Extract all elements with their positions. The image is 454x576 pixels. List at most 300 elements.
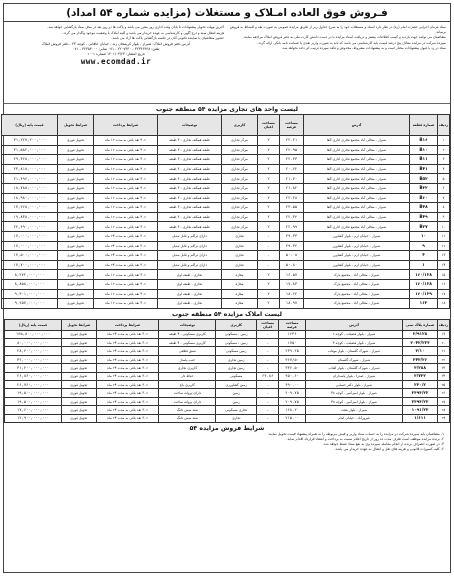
table-cell: ۲۶ [437, 389, 449, 397]
column-header: مساحت عرصه [279, 319, 305, 330]
table-cell: ۳۰٪ نقد باقی به مدت ۲۴ ماه [94, 231, 158, 241]
table-cell: شیراز - خیابان ارم - بلوار کشاورز [304, 251, 410, 261]
table-cell: تحویل فوری [58, 279, 94, 289]
table-cell: ۴۰٪ نقد باقی به مدت ۱۲ ماه [94, 145, 158, 155]
table-cell: ۵ [438, 174, 450, 184]
table-cell: ۲۹ [437, 414, 449, 422]
intro-paragraph: آخرین مهلت تحویل پیشنهادات تا پایان وقت اداری روز مقرر می باشد و پاکت ها در روز بعد در محل ستاد بازگشایی خواهد شد. [47, 25, 224, 29]
table-cell: شیراز - بلوار دکتر حسابی [305, 381, 403, 389]
table-cell: ۸۰,۰۰۰,۰۰۰,۰۰۰ [5, 339, 62, 347]
table-cell: ۲ [258, 222, 280, 232]
table-cell: B۴۹ [410, 212, 438, 222]
table-cell: طبقه همکف تجاری - ۳ طبقه [158, 212, 222, 222]
table-row [2, 203, 450, 213]
table-cell: ۳۰٪ نقد باقی به مدت ۲۴ ماه [96, 397, 159, 405]
table-cell: - [257, 347, 279, 355]
table-cell: شیراز - شهرک گلستان - بلوار مهتاب [305, 347, 403, 355]
website-link[interactable]: www.ecomdad.ir [80, 56, 152, 66]
table-cell: ۴۰٪ نقد باقی به مدت ۱۲ ماه [94, 279, 158, 289]
commercial-units-table [1, 114, 450, 309]
table-cell: ۱۹,۵۰۰,۰۰۰,۰۰۰ [5, 389, 62, 397]
table-cell: تحویل فوری [58, 174, 94, 184]
table-cell: ۴۹۰.۰۰ [279, 381, 305, 389]
table-cell: ۲۴ [437, 372, 449, 380]
table-cell: ۲۶,۸۶۰,۰۰۰,۰۰۰ [5, 372, 62, 380]
table-row [5, 414, 450, 422]
intro-paragraph: سپرده شرکت در مزایده معادل پنج درصد قیمت پایه کارشناسی می باشد که باید به صورت واریز نقدی یا ضمانت نامه بانکی ارائه گردد. [257, 40, 446, 45]
table-cell: مرکز تجاری [222, 222, 258, 232]
intro-paragraph: هزینه انتقال سند و درج آگهی و کارشناسی به عهده خریدار می باشد و کلیه املاک با وضعیت موجود واگذار می گردد. [62, 30, 224, 35]
table-cell: ۱۵ [438, 270, 450, 280]
table-cell: ۲۷ [437, 397, 449, 405]
table-cell: - [257, 414, 279, 422]
table-cell: ۲۳۹۳/۲۳ [403, 397, 438, 405]
table-cell: ۴۰٪ نقد باقی به مدت ۱۲ ماه [94, 136, 158, 146]
table-cell: تحویل فوری [61, 330, 96, 338]
table-cell: ۱۶۰/۱۳۹ [410, 289, 438, 299]
column-header: مساحت عرصه [280, 115, 304, 136]
table-cell: ۱۶ [438, 279, 450, 289]
table-cell: طبقه همکف تجاری - ۳ طبقه [158, 136, 222, 146]
table-cell: شیراز - معالی آباد مجتمع تجاری اداری آلفا [304, 222, 410, 232]
table-cell: شیراز - بلوار فضیلت - کوچه ۳ [305, 339, 403, 347]
terms-section [4, 423, 450, 455]
table-cell: B۳۲ [410, 183, 438, 193]
table-cell: ۱۷,۷۰۰,۰۰۰,۰۰۰ [2, 260, 58, 270]
table-cell: ۴۰٪ نقد باقی به مدت ۱۲ ماه [94, 174, 158, 184]
table-cell: تحویل فوری [61, 372, 96, 380]
terms-item: ۲- برنده مزایده موظف است ظرف مدت ده روز از تاریخ اعلام نسبت به پرداخت و انعقاد قرارداد اقدام نماید. [286, 437, 444, 442]
table-cell: ۲۵ [437, 381, 449, 389]
table-cell: شیراز - بلوار بعثت [305, 406, 403, 414]
table-cell: کاربری تجاری [159, 364, 216, 372]
contact-block [8, 42, 224, 64]
table-cell: زمین [216, 397, 257, 405]
table-row [5, 355, 450, 363]
table-cell: ۳۰٪ نقد باقی به مدت ۲۴ ماه [96, 414, 159, 422]
table-cell: شیراز - معالی آباد مجتمع تجاری اداری آلفا [304, 203, 410, 213]
table-cell: ۲۱,۴۹۶,۰۰۰,۰۰۰ [2, 174, 58, 184]
table-row [2, 241, 450, 251]
table-cell: ۳۴۳/۲۶ [403, 355, 438, 363]
table-cell: مرکز تجاری [222, 203, 258, 213]
table-cell: تحویل فوری [61, 406, 96, 414]
table-cell: ۲۲.۲۱ [280, 136, 304, 146]
table-row [2, 279, 450, 289]
table-cell: ۲۰۴۲/۲۲۳ [403, 339, 438, 347]
page-title: فـروش فوق العاده امـلاک و مستغلات (مزایده شماره ۵۴ امداد) [66, 6, 388, 19]
table-cell: ۲۲ [437, 355, 449, 363]
table-cell: شیراز - بلوار امیرکبیر - کوچه ۴۸ [305, 389, 403, 397]
table-cell: دارای تراکم و قابل تبدیل [158, 251, 222, 261]
table-cell: شیراز - خیابان ارم - بلوار کشاورز [304, 260, 410, 270]
table-cell: ۲/۱۰ [403, 347, 438, 355]
table-cell: B۵۲ [410, 174, 438, 184]
advertisement-page [3, 3, 451, 573]
table-cell: مرکز تجاری [222, 164, 258, 174]
table-cell: ۲ [258, 145, 280, 155]
table-cell: شیراز - معالی آباد مجتمع تجاری اداری آلفا [304, 174, 410, 184]
table-cell: مرکز تجاری [222, 145, 258, 155]
column-header: مساحت اعیان [258, 115, 280, 136]
column-header: شرایط تحویل [61, 319, 96, 330]
table-cell: ۱۸.۶۲ [280, 289, 304, 299]
table-cell: تجاری - طبقه اول [158, 299, 222, 309]
table-cell: تحویل فوری [58, 145, 94, 155]
table-cell: ۴۰٪ نقد باقی به مدت ۱۲ ماه [94, 164, 158, 174]
table-row [2, 183, 450, 193]
table-cell: ۲۳۰/۲ [403, 381, 438, 389]
table-cell: ۲ [258, 279, 280, 289]
table-row [5, 406, 450, 414]
table-cell: - [258, 231, 280, 241]
table-cell: ۲ [258, 299, 280, 309]
table-cell: ۴ [410, 251, 438, 261]
table-cell: ۱۰ [410, 231, 438, 241]
table-cell: تحویل فوری [61, 414, 96, 422]
column-header: شرایط پرداخت [94, 115, 158, 136]
table-cell: ۷ [438, 193, 450, 203]
table-row [2, 289, 450, 299]
column-header: شرایط تحویل [58, 115, 94, 136]
table-cell: شیراز - معالی آباد - مجتمع پارک [304, 279, 410, 289]
table-cell: ۴۰٪ نقد باقی به مدت ۱۲ ماه [94, 183, 158, 193]
column-header: قیمت پایه (ریال) [5, 319, 62, 330]
table-cell: دارای پروانه ساخت [159, 397, 216, 405]
table-cell: تحویل فوری [58, 193, 94, 203]
table-cell: طبقه همکف تجاری - ۳ طبقه [158, 164, 222, 174]
terms-title: شرایط فروش مزایده ۵۴ [189, 424, 265, 432]
column-header: کاربری [222, 115, 258, 136]
table-cell: شیراز - معالی آباد مجتمع تجاری اداری آلفا [304, 183, 410, 193]
table-row [5, 381, 450, 389]
table-row [5, 364, 450, 372]
table-cell: ۱۶۰/۱۳۸ [410, 279, 438, 289]
table-cell: ۲۲.۹۹ [280, 222, 304, 232]
table-cell: ۲ [258, 289, 280, 299]
table-cell: کاربری مسکونی - ۴ طبقه [159, 339, 216, 347]
table-cell: ۱۰ [438, 222, 450, 232]
table-cell: شیراز - معالی آباد مجتمع تجاری اداری آلفا [304, 193, 410, 203]
office-address: آدرس دفتر فروش املاک: شیراز - بلوار کریمخان زند - خیابان خاقانی - کوچه ۴۳ - دفتر فروش املاک [41, 41, 191, 46]
table-cell: شیراز - معالی آباد مجتمع تجاری اداری آلفا [304, 145, 410, 155]
table-cell: ۲ [258, 155, 280, 165]
table-cell: شیراز - شهرک گلستان [305, 355, 403, 363]
table2-caption: لیست املاک مزایده ۵۴ منطقه جنوب [171, 310, 283, 318]
table-row [5, 397, 450, 405]
table-cell: ۱/۶۱۱ [403, 414, 438, 422]
table-cell: - [257, 397, 279, 405]
table-cell: تحویل فوری [58, 222, 94, 232]
table-cell: حیاط دار [159, 372, 216, 380]
table-cell: ۲/۷۳۲ [403, 372, 438, 380]
table-cell: ۴۰٪ نقد باقی به مدت ۱۲ ماه [94, 270, 158, 280]
table-cell: - [257, 406, 279, 414]
table-cell: B۴۸ [410, 203, 438, 213]
table-cell: مرکز تجاری [222, 136, 258, 146]
table-cell: زمین [216, 389, 257, 397]
table-cell: شیراز - بلوار امیرکبیر - کوچه ۴۸ [305, 397, 403, 405]
table-cell: شیراز - معالی آباد مجتمع تجاری اداری آلفا [304, 212, 410, 222]
table-cell: ۵۰.۰۸ [280, 251, 304, 261]
table-cell: ۱۷,۰۰۰,۰۰۰,۰۰۰ [2, 241, 58, 251]
table-cell: - [258, 251, 280, 261]
table-cell: ۳۲,۰۰۰,۰۰۰,۰۰۰ [5, 355, 62, 363]
table-cell: B۶۰ [410, 193, 438, 203]
properties-table [4, 319, 450, 423]
table-cell: مرکز تجاری [222, 193, 258, 203]
table-cell: ۱۸.۹۷ [280, 299, 304, 309]
table-row [5, 347, 450, 355]
table-cell: ۱۶۸.۲۰ [279, 406, 305, 414]
table-cell: - [258, 260, 280, 270]
table-row [2, 299, 450, 309]
table-cell: ۱۶۳ [410, 299, 438, 309]
table-cell: ۲۴,۴۹۰,۰۰۰,۰۰۰ [2, 222, 58, 232]
table-row [2, 164, 450, 174]
table-cell: ۳۰٪ نقد باقی به مدت ۲۴ ماه [96, 406, 159, 414]
table-cell: سند شش دانگ [159, 406, 216, 414]
table-cell: ۲ [258, 183, 280, 193]
column-header: آدرس [305, 319, 403, 330]
table-row [2, 145, 450, 155]
column-header: ردیف [437, 319, 449, 330]
column-header: قیمت پایه (ریال) [2, 115, 58, 136]
table-cell: شیراز - معالی آباد مجتمع تجاری اداری آلفا [304, 155, 410, 165]
table-cell: ۲۰ [437, 339, 449, 347]
column-header: شماره قطعه [410, 115, 438, 136]
table-body [5, 330, 450, 422]
table-cell: تحویل فوری [58, 136, 94, 146]
table-row [2, 270, 450, 280]
table-cell: ۱۷,۲۶۸,۰۰۰,۰۰۰ [2, 203, 58, 213]
table-cell: ۱۸,۹۸۰,۰۰۰,۰۰۰ [2, 193, 58, 203]
table-cell: ۳ [438, 155, 450, 165]
table-cell: مرکز تجاری [222, 155, 258, 165]
table-cell: ۱۳ [438, 251, 450, 261]
table-cell: تحویل فوری [58, 203, 94, 213]
terms-item: ۳- در صورت انصراف برنده از انجام معامله سپرده وی به نفع ستاد ضبط خواهد شد. [322, 442, 444, 447]
table-cell: تحویل فوری [58, 251, 94, 261]
table-cell: طبقه همکف تجاری - ۳ طبقه [158, 193, 222, 203]
table-cell: ۳۰٪ نقد باقی به مدت ۲۴ ماه [96, 339, 159, 347]
intro-paragraph: ستاد فرمان اجرایی حضرت امام (ره) در نظر دارد اسناد و مستغلات خود را به شرح جداول زیر از طریق مزایده عمومی به صورت نقد و اقساط به فروش برساند. [230, 25, 446, 34]
intro-paragraph: متقاضیان می توانند جهت بازدید و کسب اطلاعات بیشتر و دریافت اسناد مزایده با در دست داشتن کارت ملی به دفتر فروش املاک مراجعه نمایند. [242, 35, 446, 40]
table-cell: - [257, 330, 279, 338]
table-cell: ۲۱.۷۰ [280, 174, 304, 184]
table-cell: B۱۶ [410, 136, 438, 146]
table-cell: ۸,۲۷۲,۰۰۰,۰۰۰ [2, 270, 58, 280]
table-cell: تجاری [222, 231, 258, 241]
terms-item: ۱- متقاضیان باید سپرده شرکت در مزایده را به حساب ستاد واریز و فیش مربوطه را به همراه پیشنهاد قیمت تحویل نمایند. [267, 432, 444, 437]
table-cell: ۲ [258, 164, 280, 174]
table-cell: تحویل فوری [58, 164, 94, 174]
table-cell: ۳۱,۵۸۲,۰۰۰,۰۰۰ [2, 145, 58, 155]
table-cell: ۱۸,۷۸۸,۰۰۰,۰۰۰ [2, 183, 58, 193]
table-cell: تجاری مسکونی [216, 406, 257, 414]
table1-caption: لیست واحد های تجاری مزایده ۵۴ منطقه جنوب [156, 106, 298, 113]
table-cell: ۲ [258, 270, 280, 280]
table-cell: ۱۷,۶۰۰,۰۰۰,۰۰۰ [5, 406, 62, 414]
table-row [5, 389, 450, 397]
table-cell: ۹,۳۰۱,۰۰۰,۰۰۰ [2, 289, 58, 299]
table-cell: ۲۲.۳۴ [280, 212, 304, 222]
table-cell: ۲۱۵.۰۰ [279, 414, 305, 422]
table-cell: زمین - مسکونی [216, 330, 257, 338]
table-cell: تحویل فوری [58, 260, 94, 270]
table-cell: فیروزآباد - خیابان امام [305, 414, 403, 422]
terms-item: ۴- کلیه کسورات قانونی و هزینه های نقل و انتقال به عهده خریدار می باشد. [334, 447, 444, 452]
table-cell: مرکز تجاری [222, 183, 258, 193]
table-cell: ۱۹ [437, 330, 449, 338]
table-cell: ۲۹,۳۶۸,۰۰۰,۰۰۰ [2, 155, 58, 165]
table-cell: تحویل فوری [58, 155, 94, 165]
table-cell: مرکز تجاری [222, 174, 258, 184]
table-cell: زمین کشاورزی [216, 381, 257, 389]
intro-left-column [8, 25, 224, 100]
table-cell: تحویل فوری [58, 212, 94, 222]
table-cell: ۲۱.۸۲ [280, 183, 304, 193]
table-cell: ۳۰٪ نقد باقی به مدت ۲۴ ماه [96, 355, 159, 363]
table-cell: ۱۶۳۶ [279, 330, 305, 338]
table-cell: ۲۰۹.۷۵ [279, 397, 305, 405]
table-cell: ۳۰٪ نقد باقی به مدت ۲۴ ماه [94, 241, 158, 251]
table-cell: کاربری باغ [159, 381, 216, 389]
table-cell: ۱۷۵۰ [279, 339, 305, 347]
table-cell: تحویل فوری [61, 389, 96, 397]
column-header: کاربری [216, 319, 257, 330]
table-cell: زمین مسکونی [216, 347, 257, 355]
table-header-row [2, 115, 450, 136]
table-cell: ۲۳ [437, 364, 449, 372]
table-cell: ۸,۸۵۸,۰۰۰,۰۰۰ [2, 279, 58, 289]
table-cell: ۴۰٪ نقد باقی به مدت ۱۲ ماه [94, 212, 158, 222]
table-cell: شیراز - معالی آباد - مجتمع پارک [304, 289, 410, 299]
table-cell: ۳۰٪ نقد باقی به مدت ۲۴ ماه [96, 330, 159, 338]
column-header: ردیف [438, 115, 450, 136]
column-header: توضیحات [158, 115, 222, 136]
table-cell: ۲۳۹.۲۵ [279, 347, 305, 355]
table-cell: ۹ [410, 241, 438, 251]
table-cell: ۳۱,۲۲۷,۲۰۰,۰۰۰ [2, 136, 58, 146]
table-cell: ۳۰٪ نقد باقی به مدت ۲۴ ماه [94, 251, 158, 261]
table-cell: تحویل فوری [58, 183, 94, 193]
table-cell: ۴۰٪ نقد باقی به مدت ۱۲ ماه [94, 299, 158, 309]
table-cell: تحویل فوری [61, 347, 96, 355]
table-cell: ۵۰.۸۰ [280, 260, 304, 270]
table-cell: - [257, 389, 279, 397]
table-cell: ۲۲.۹۵ [280, 145, 304, 155]
table-cell: ۱۲ [438, 241, 450, 251]
table-cell: ۸ [438, 203, 450, 213]
column-header: توضیحات [159, 319, 216, 330]
table-cell: ۴۵۰.۶۰ [279, 372, 305, 380]
table-row [2, 260, 450, 270]
intro-section [4, 22, 450, 104]
table-cell: دارای تراکم و قابل تبدیل [158, 231, 222, 241]
table-row [2, 251, 450, 261]
table-cell: ۱۷,۰۰۰,۰۰۰,۰۰۰ [2, 231, 58, 241]
table-cell: ۶۴.۸۶ [257, 372, 279, 380]
table-cell: ۱۹,۸۳۸,۰۰۰,۰۰۰ [2, 212, 58, 222]
table-cell: ۴۹.۳۴ [280, 241, 304, 251]
table-cell: ۱ [438, 136, 450, 146]
table-cell: مسکونی [216, 372, 257, 380]
table-cell: ۴ [438, 164, 450, 174]
table-cell: ۳/۲۸۸ [403, 364, 438, 372]
table-cell: - [257, 381, 279, 389]
table-cell: ۴۰٪ نقد باقی به مدت ۱۲ ماه [94, 193, 158, 203]
table-cell: ۹,۴۵۷,۰۰۰,۰۰۰ [2, 299, 58, 309]
table-cell: تحویل فوری [58, 270, 94, 280]
table-cell: ۱۷.۸۳ [280, 279, 304, 289]
table-cell: شیراز - خیابان ارم - بلوار کشاورز [304, 231, 410, 241]
table-cell: ۱۶۰/۱۲۸ [410, 270, 438, 280]
table-cell: ۱۸ [438, 299, 450, 309]
table-cell: ۶ [438, 183, 450, 193]
table-cell: طبقه همکف تجاری - ۳ طبقه [158, 155, 222, 165]
table-cell: ۳۱,۴۰۰,۰۰۰,۰۰۰ [5, 364, 62, 372]
table-cell: B۲۷ [410, 222, 438, 232]
table-cell: ۱۷,۵۰۰,۰۰۰,۰۰۰ [2, 251, 58, 261]
column-header: شماره پلاک ثبتی [403, 319, 438, 330]
table-cell: تحویل فوری [58, 299, 94, 309]
table-cell: B۱۱ [410, 155, 438, 165]
table-cell: ۲ [258, 203, 280, 213]
table-row [2, 212, 450, 222]
table-cell: شیراز - معالی آباد - مجتمع پارک [304, 299, 410, 309]
table-cell: طبقه همکف تجاری - ۳ طبقه [158, 183, 222, 193]
table-cell: تجاری [222, 241, 258, 251]
table-cell: ۲ [438, 145, 450, 155]
table-cell: ۱ [410, 260, 438, 270]
table-row [5, 330, 450, 338]
table-cell: ۳۰٪ نقد باقی به مدت ۲۴ ماه [96, 389, 159, 397]
table-cell: ۱۹,۵۰۰,۰۰۰,۰۰۰ [5, 397, 62, 405]
table-cell: تجاری [222, 260, 258, 270]
table-body [2, 136, 450, 309]
table-cell: تحویل فوری [61, 397, 96, 405]
table-cell: ۴۰٪ نقد باقی به مدت ۱۲ ماه [94, 203, 158, 213]
table-cell: ۳۳۶.۵۰ [279, 364, 305, 372]
table-cell: ۱۲,۹۰۰,۰۰۰,۰۰۰ [5, 414, 62, 422]
table-cell: ۱۴۵,۸۰۰,۰۰۰,۰۰۰ [5, 330, 62, 338]
table-cell: ۲۸,۴۰۰,۰۰۰,۰۰۰ [5, 347, 62, 355]
table-cell: ۲ [258, 193, 280, 203]
table-row [2, 155, 450, 165]
table-row [2, 231, 450, 241]
table-cell: طبقه همکف تجاری - ۳ طبقه [158, 203, 222, 213]
table-cell: ۱۱ [438, 231, 450, 241]
table-cell: شیراز - صدرا - بلوار پاسداران [305, 372, 403, 380]
table-cell: ۲۲.۲۸ [280, 193, 304, 203]
table-cell: تجاری [222, 251, 258, 261]
table-cell: - [257, 364, 279, 372]
table-cell: B۱۰ [410, 145, 438, 155]
table-cell: ۴۰٪ نقد باقی به مدت ۱۲ ماه [94, 155, 158, 165]
table-cell: ۲۶,۷۶۰,۰۰۰,۰۰۰ [5, 381, 62, 389]
table-cell: مرکز تجاری [222, 212, 258, 222]
table-cell: تحویل فوری [61, 364, 96, 372]
table-cell: تحویل فوری [58, 289, 94, 299]
table-cell: ۲ [258, 136, 280, 146]
table-cell: تحویل فوری [58, 241, 94, 251]
table-cell: ۱۶.۵۷ [280, 270, 304, 280]
table-cell: سند شش دانگ [159, 414, 216, 422]
table-row [2, 174, 450, 184]
table-cell: ۴۹.۳۳ [280, 231, 304, 241]
table-cell: مغازه [222, 299, 258, 309]
